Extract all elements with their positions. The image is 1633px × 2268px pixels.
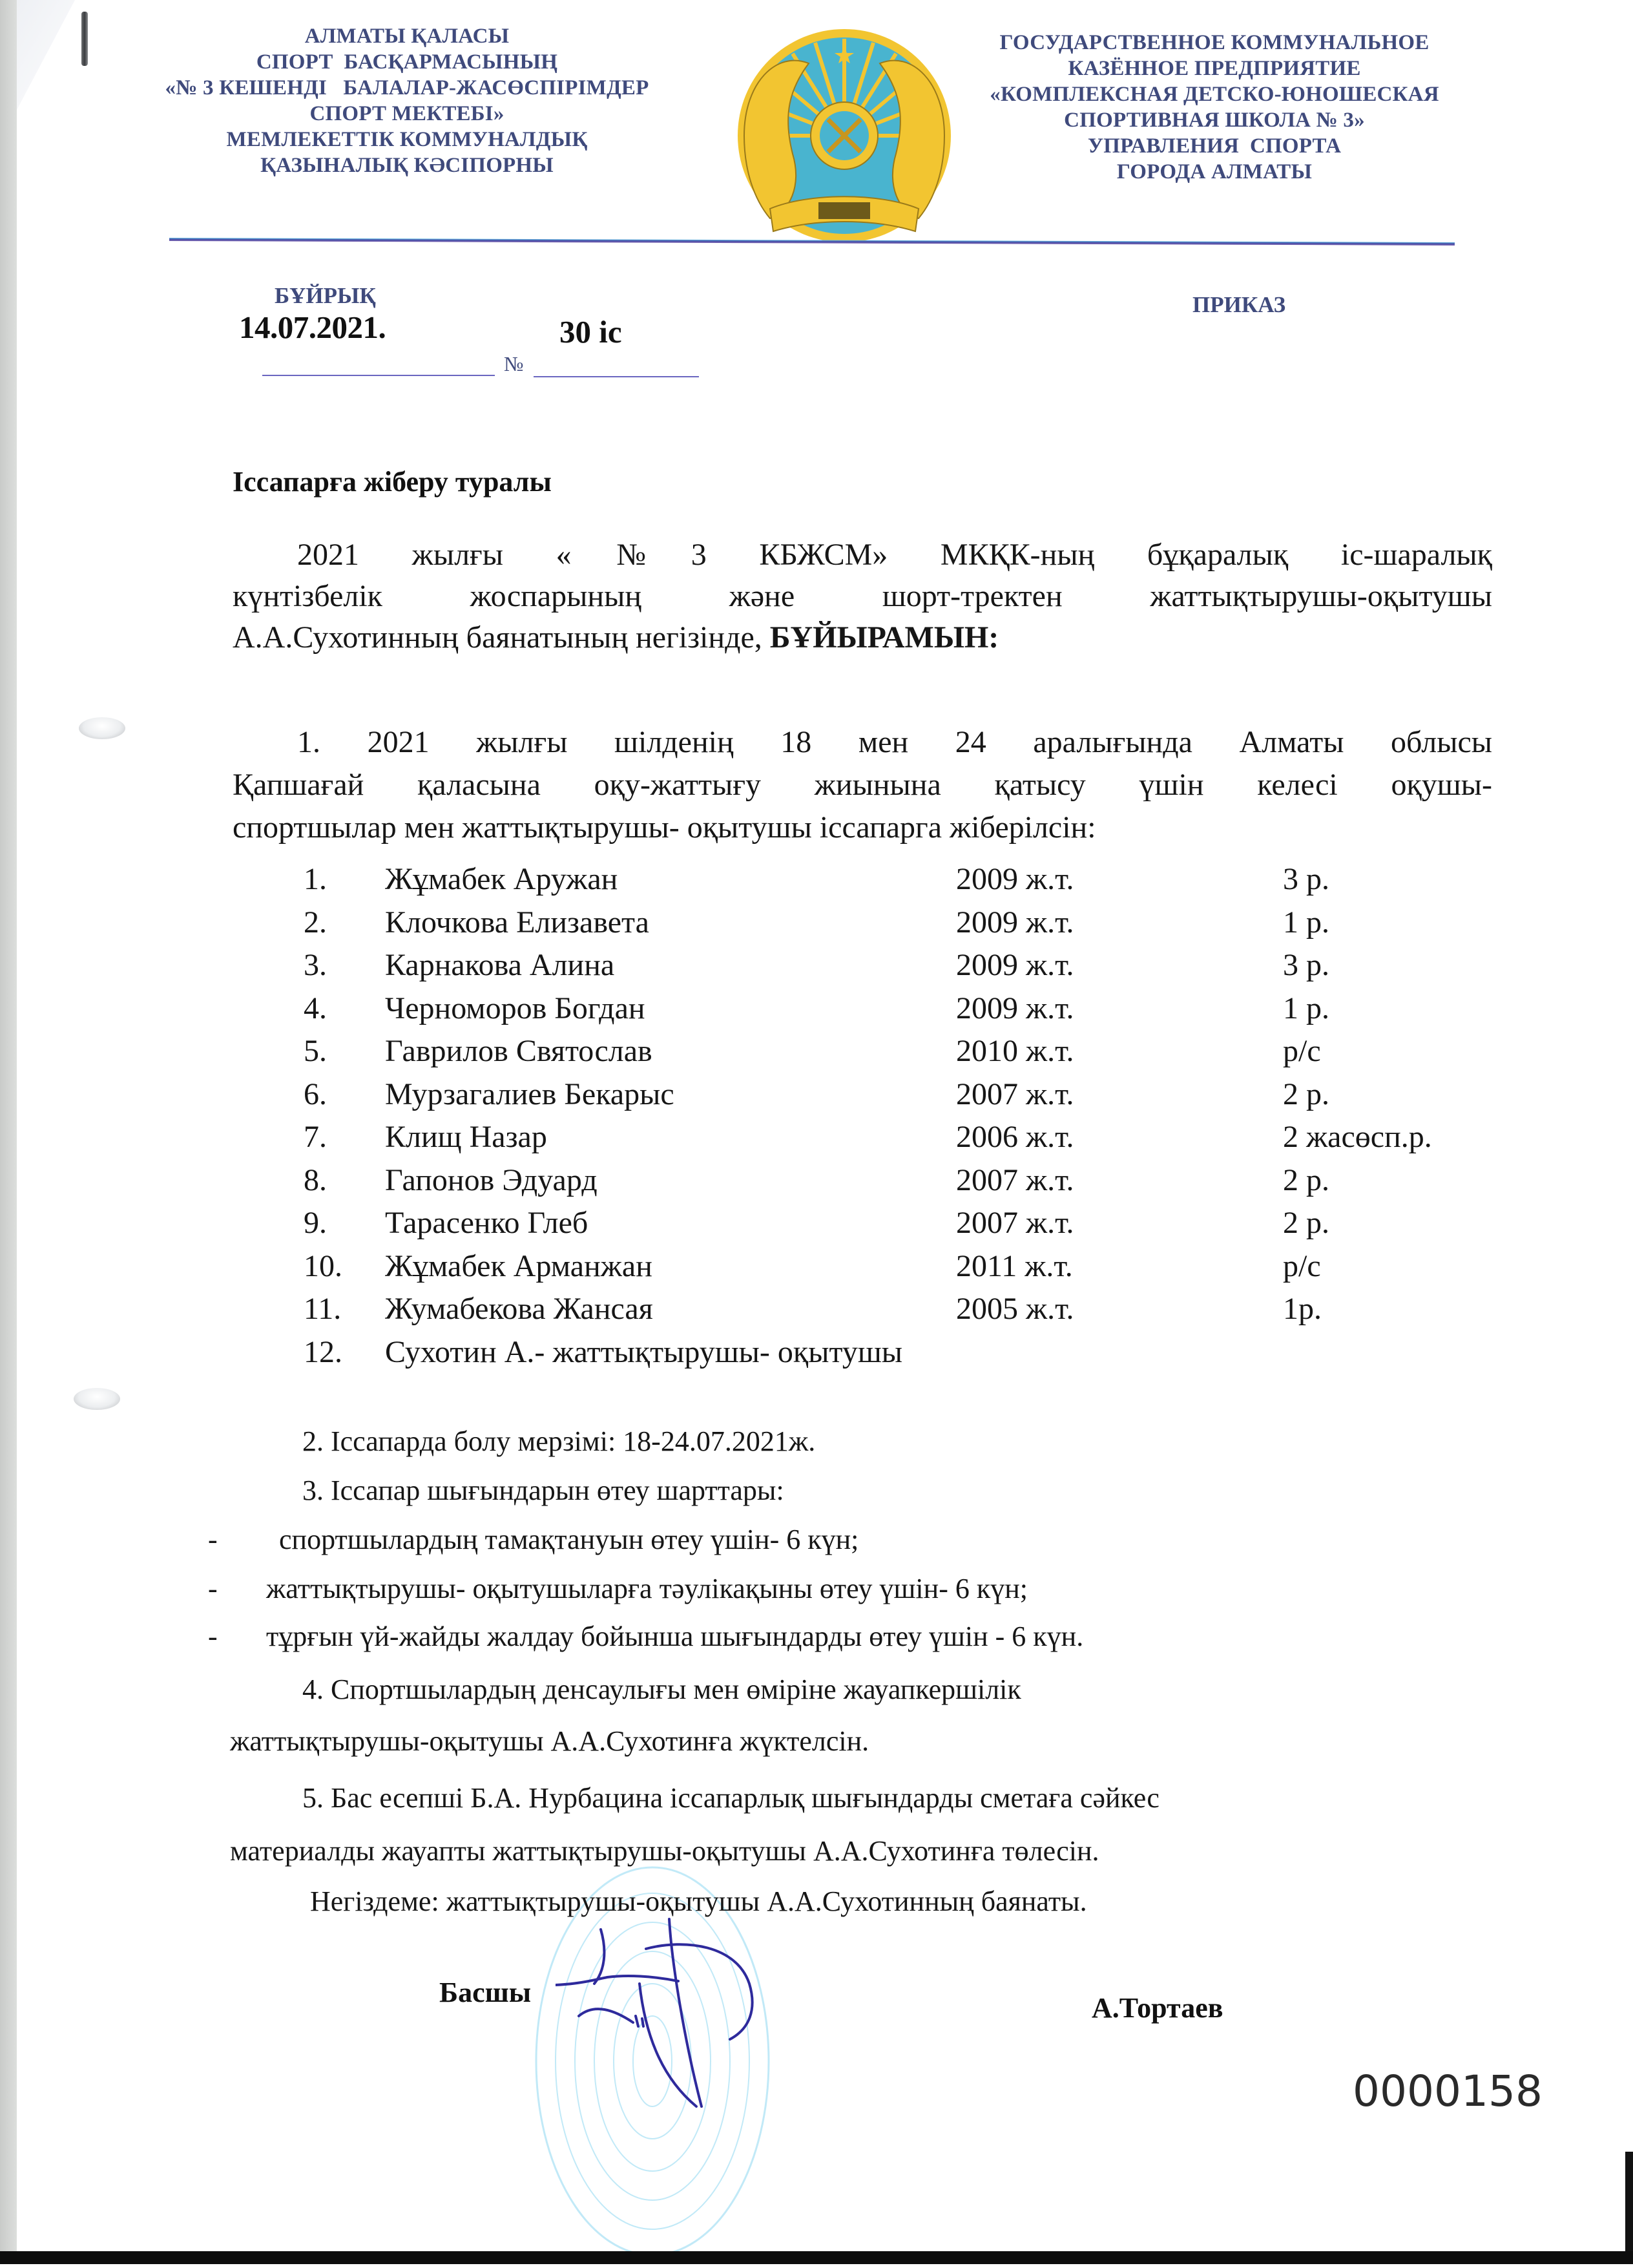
- staple-icon: [81, 12, 88, 66]
- basis-line: Негіздеме: жаттықтырушы-оқытушы А.А.Сухотинның баянаты.: [310, 1885, 1087, 1917]
- item1-line: спортшылар мен жаттықтырушы- оқытушы іссапарга жіберілсін:: [233, 810, 1096, 845]
- bullet-dash: -: [208, 1524, 218, 1555]
- header-ru-line: ГОРОДА АЛМАТЫ: [1116, 160, 1313, 184]
- participant-name: Тарасенко Глеб: [385, 1206, 588, 1240]
- preamble-line: күнтізбелік жоспарының және шорт-тректен жаттықтырушы-оқытушы: [233, 579, 1492, 613]
- order-kind-ru: ПРИКАЗ: [1192, 292, 1286, 317]
- order-kind-kz: БҰЙРЫҚ: [275, 283, 376, 308]
- item5-line: 5. Бас есепші Б.А. Нурбацина іссапарлық шығындарды сметаға сәйкес: [302, 1782, 1160, 1814]
- bullet-dash: -: [208, 1621, 218, 1652]
- participant-name: Мурзагалиев Бекарыс: [385, 1076, 674, 1111]
- birth-year: 2007 ж.т.: [956, 1206, 1074, 1240]
- participant-name: Черноморов Богдан: [385, 991, 645, 1025]
- participant-row: [304, 1031, 1531, 1075]
- header-ru-line: СПОРТИВНАЯ ШКОЛА № 3»: [1064, 109, 1365, 132]
- participant-name: Жұмабек Аружан: [385, 862, 618, 896]
- participant-row: [304, 1246, 1531, 1290]
- preamble-line: 2021 жылғы «№3 КБЖСМ» МКҚК-ның бұқаралық іс-шаралық: [297, 538, 1492, 572]
- item4-line: жаттықтырушы-оқытушы А.А.Сухотинға жүктелсін.: [230, 1725, 869, 1757]
- header-ru-line: ГОСУДАРСТВЕННОЕ КОММУНАЛЬНОЕ: [999, 31, 1430, 54]
- participant-row: [304, 1117, 1531, 1160]
- participants-list: [304, 859, 1531, 1375]
- participant-row: [304, 989, 1531, 1032]
- sport-rank: 1 р.: [1283, 991, 1329, 1025]
- participant-name: Клищ Назар: [385, 1120, 547, 1154]
- sport-rank: 2 р.: [1283, 1162, 1329, 1197]
- scan-left-edge: [0, 0, 17, 2264]
- birth-year: 2009 ж.т.: [956, 948, 1074, 982]
- row-number: 3.: [304, 948, 327, 982]
- scan-bottom-edge: [0, 2251, 1633, 2264]
- punch-hole-icon: [79, 717, 125, 739]
- number-underline: [534, 376, 699, 377]
- handwritten-signature-icon: [556, 1913, 814, 2132]
- birth-year: 2007 ж.т.: [956, 1076, 1074, 1111]
- header-ru-line: КАЗЁННОЕ ПРЕДПРИЯТИЕ: [1068, 57, 1361, 80]
- sport-rank: р/с: [1283, 1034, 1321, 1068]
- participant-name: Жұмабек Арманжан: [385, 1248, 652, 1283]
- participant-row: [304, 1075, 1531, 1118]
- header-kz-line: ҚАЗЫНАЛЫҚ КӘСІПОРНЫ: [260, 154, 554, 177]
- signer-role: Басшы: [439, 1977, 532, 2008]
- order-directive: БҰЙЫРАМЫН:: [769, 620, 999, 655]
- item2: 2. Іссапарда болу мерзімі: 18-24.07.2021ж.: [302, 1425, 816, 1457]
- sport-rank: 3 р.: [1283, 948, 1329, 982]
- participant-name: Гаврилов Святослав: [385, 1034, 652, 1068]
- header-kz-line: АЛМАТЫ ҚАЛАСЫ: [304, 25, 510, 48]
- participant-row: [304, 859, 1531, 903]
- item3-bullet: спортшылардың тамақтануын өтеу үшін- 6 күн;: [279, 1524, 859, 1555]
- header-ru-line: УПРАВЛЕНИЯ СПОРТА: [1087, 134, 1342, 158]
- row-number: 1.: [304, 862, 327, 896]
- participant-name: Сухотин А.- жаттықтырушы- оқытушы: [385, 1334, 903, 1369]
- row-number: 8.: [304, 1162, 327, 1197]
- header-kz-line: СПОРТ МЕКТЕБІ»: [309, 102, 504, 125]
- document-title: Іссапарға жіберу туралы: [233, 466, 552, 498]
- sport-rank: 3 р.: [1283, 862, 1329, 896]
- sport-rank: 2 р.: [1283, 1076, 1329, 1111]
- sport-rank: 1р.: [1283, 1292, 1322, 1326]
- scan-right-edge: [1625, 2152, 1633, 2264]
- birth-year: 2009 ж.т.: [956, 905, 1074, 940]
- item5-line: материалды жауапты жаттықтырушы-оқытушы А.А.Сухотинға төлесін.: [230, 1835, 1099, 1867]
- header-kz-line: МЕМЛЕКЕТТІК КОММУНАЛДЫҚ: [226, 128, 588, 151]
- birth-year: 2007 ж.т.: [956, 1162, 1074, 1197]
- participant-row: [304, 903, 1531, 946]
- row-number: 10.: [304, 1248, 342, 1283]
- participant-row: [304, 945, 1531, 989]
- order-date: 14.07.2021.: [239, 310, 386, 345]
- header-kazakh: [161, 23, 652, 178]
- row-number: 6.: [304, 1076, 327, 1111]
- birth-year: 2009 ж.т.: [956, 991, 1074, 1025]
- item3-heading: 3. Іссапар шығындарын өтеу шарттары:: [302, 1475, 784, 1506]
- bullet-dash: -: [208, 1573, 218, 1604]
- header-kz-line: «№ 3 КЕШЕНДІ БАЛАЛАР-ЖАСӨСПІРІМДЕР: [165, 76, 649, 100]
- header-kz-line: СПОРТ БАСҚАРМАСЫНЫҢ: [256, 50, 558, 74]
- birth-year: 2011 ж.т.: [956, 1248, 1073, 1283]
- sport-rank: 2 р.: [1283, 1206, 1329, 1240]
- sport-rank: р/с: [1283, 1248, 1321, 1283]
- birth-year: 2010 ж.т.: [956, 1034, 1074, 1068]
- participant-name: Гапонов Эдуард: [385, 1162, 598, 1197]
- row-number: 5.: [304, 1034, 327, 1068]
- folded-corner: [17, 0, 75, 110]
- row-number: 7.: [304, 1120, 327, 1154]
- birth-year: 2009 ж.т.: [956, 862, 1074, 896]
- kazakhstan-emblem-icon: [731, 25, 957, 248]
- document-serial-number: 0000158: [1353, 2066, 1543, 2116]
- number-sign: №: [504, 352, 524, 375]
- order-number: 30 іс: [559, 314, 622, 350]
- item3-bullet: тұрғын үй-жайды жалдау бойынша шығындарды өтеу үшін - 6 күн.: [266, 1621, 1084, 1652]
- participant-name: Карнакова Алина: [385, 948, 615, 982]
- participant-row: [304, 1203, 1531, 1246]
- header-ru-line: «КОМПЛЕКСНАЯ ДЕТСКО-ЮНОШЕСКАЯ: [990, 83, 1439, 106]
- sport-rank: 2 жасөсп.р.: [1283, 1120, 1432, 1154]
- participant-row: [304, 1160, 1531, 1204]
- birth-year: 2006 ж.т.: [956, 1120, 1074, 1154]
- preamble-text: А.А.Сухотинның баянатының негізінде,: [233, 620, 770, 655]
- participant-row: [304, 1289, 1531, 1332]
- participant-row: [304, 1332, 1531, 1376]
- row-number: 12.: [304, 1334, 342, 1369]
- row-number: 11.: [304, 1292, 342, 1326]
- row-number: 4.: [304, 991, 327, 1025]
- participant-name: Клочкова Елизавета: [385, 905, 649, 940]
- preamble-last-line: [233, 618, 999, 658]
- sport-rank: 1 р.: [1283, 905, 1329, 940]
- item1-line: Қапшағай қаласына оқу-жаттығу жиынына қатысу үшін келесі оқушы-: [233, 768, 1492, 802]
- date-underline: [262, 375, 495, 376]
- row-number: 9.: [304, 1206, 327, 1240]
- row-number: 2.: [304, 905, 327, 940]
- signer-name: А.Тортаев: [1092, 1992, 1223, 2024]
- header-russian: [969, 30, 1460, 185]
- birth-year: 2005 ж.т.: [956, 1292, 1074, 1326]
- item3-bullet: жаттықтырушы- оқытушыларға тәулікақыны өтеу үшін- 6 күн;: [266, 1573, 1028, 1604]
- item1-line: 1. 2021 жылғы шілденің 18 мен 24 аралығында Алматы облысы: [297, 725, 1492, 759]
- item4-line: 4. Спортшылардың денсаулығы мен өміріне жауапкершілік: [302, 1674, 1021, 1705]
- punch-hole-icon: [74, 1388, 120, 1410]
- participant-name: Жумабекова Жансая: [385, 1292, 653, 1326]
